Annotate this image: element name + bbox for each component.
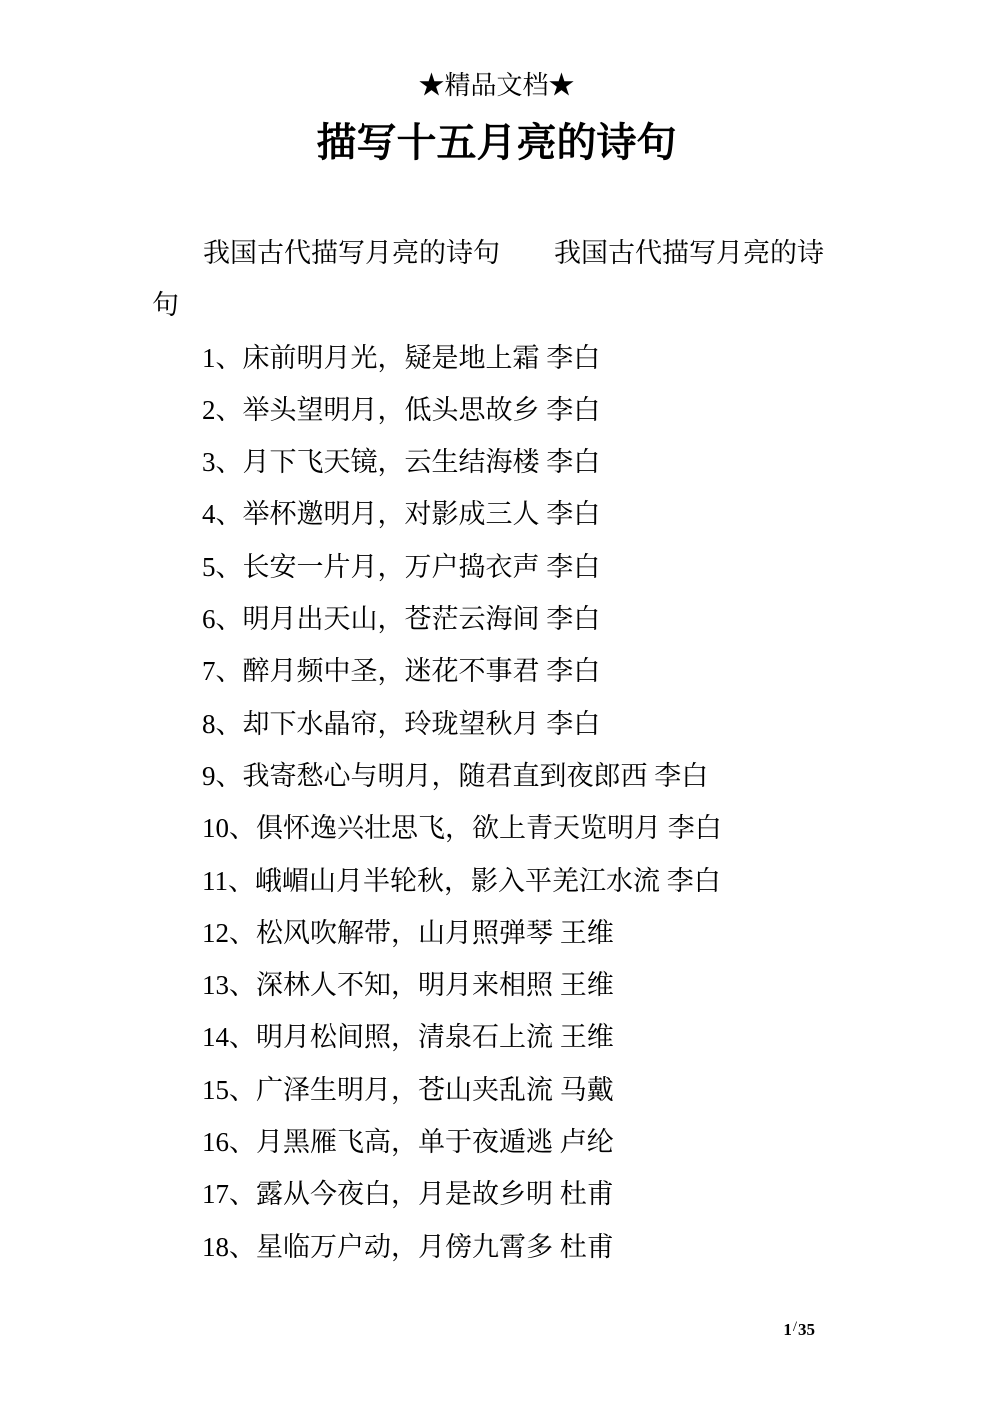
poem-list-item: 15、广泽生明月，苍山夹乱流 马戴 [202, 1074, 614, 1105]
page-number-current: 1 [783, 1320, 792, 1339]
poem-list-item: 3、月下飞天镜，云生结海楼 李白 [202, 447, 601, 478]
poem-list-item: 18、星临万户动，月傍九霄多 杜甫 [202, 1231, 614, 1262]
poem-list-item: 13、深林人不知，明月来相照 王维 [202, 970, 614, 1001]
page-title: 描写十五月亮的诗句 [316, 120, 677, 165]
poem-list-item: 8、却下水晶帘，玲珑望秋月 李白 [202, 708, 601, 739]
page-number-total: 35 [798, 1320, 815, 1339]
page-number-separator: / [792, 1319, 797, 1335]
poem-list-item: 1、床前明月光，疑是地上霜 李白 [202, 342, 601, 373]
poem-list-item: 17、露从今夜白，月是故乡明 杜甫 [202, 1179, 614, 1210]
poem-list-item: 5、长安一片月，万户捣衣声 李白 [202, 551, 601, 582]
poem-list-item: 10、俱怀逸兴壮思飞，欲上青天览明月 李白 [202, 813, 722, 844]
poem-list-item: 14、明月松间照，清泉石上流 王维 [202, 1022, 614, 1053]
poem-list-item: 12、松风吹解带，山月照弹琴 王维 [202, 917, 614, 948]
intro-paragraph-line-2: 句 [152, 290, 179, 321]
header-watermark: ★精品文档★ [418, 71, 575, 100]
poem-list-item: 4、举杯邀明月，对影成三人 李白 [202, 499, 601, 530]
intro-paragraph-line-1: 我国古代描写月亮的诗句 我国古代描写月亮的诗 [203, 238, 824, 268]
poem-list-item: 9、我寄愁心与明月，随君直到夜郎西 李白 [202, 760, 709, 791]
poem-list-item: 6、明月出天山，苍茫云海间 李白 [202, 604, 601, 635]
poem-list-item: 7、醉月频中圣，迷花不事君 李白 [202, 656, 601, 687]
page-number [766, 1300, 815, 1361]
document-body [152, 227, 863, 1273]
poem-list-item: 2、举头望明月，低头思故乡 李白 [202, 394, 601, 425]
poem-list-item: 11、峨嵋山月半轮秋，影入平羌江水流 李白 [202, 865, 721, 896]
poem-list-item: 16、月黑雁飞高，单于夜遁逃 卢纶 [202, 1127, 614, 1158]
